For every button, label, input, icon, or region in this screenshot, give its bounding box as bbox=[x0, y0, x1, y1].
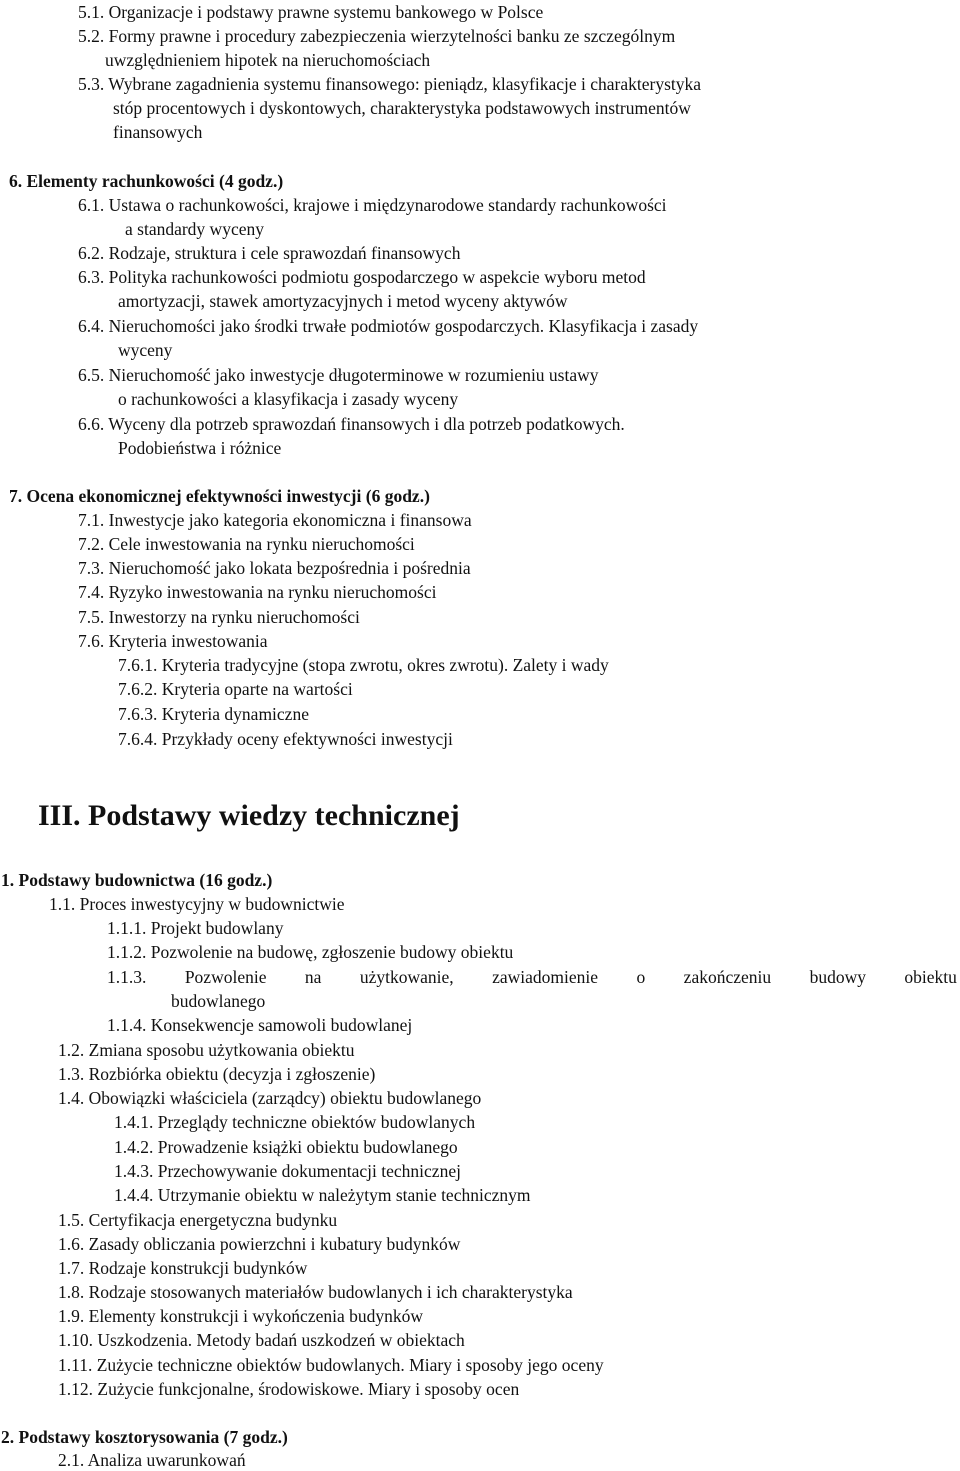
list-item: finansowych bbox=[113, 122, 203, 142]
list-item bbox=[107, 966, 957, 988]
list-item: 6.2. Rodzaje, struktura i cele sprawozdań finansowych bbox=[78, 243, 461, 263]
list-item: 1.4.4. Utrzymanie obiektu w należytym stanie technicznym bbox=[114, 1185, 531, 1205]
list-item: 7.6. Kryteria inwestowania bbox=[78, 631, 268, 651]
list-item: 6.4. Nieruchomości jako środki trwałe podmiotów gospodarczych. Klasyfikacja i zasady bbox=[78, 316, 699, 336]
list-item: 7.6.1. Kryteria tradycyjne (stopa zwrotu, okres zwrotu). Zalety i wady bbox=[118, 655, 609, 675]
list-item: 7.5. Inwestorzy na rynku nieruchomości bbox=[78, 607, 360, 627]
word: zawiadomienie bbox=[492, 967, 599, 987]
list-item: uwzględnieniem hipotek na nieruchomościach bbox=[105, 50, 431, 70]
list-item: 1.4.3. Przechowywanie dokumentacji technicznej bbox=[114, 1161, 461, 1181]
list-item: 7.3. Nieruchomość jako lokata bezpośrednia i pośrednia bbox=[78, 558, 471, 578]
list-item: 1.5. Certyfikacja energetyczna budynku bbox=[58, 1210, 338, 1230]
list-item: amortyzacji, stawek amortyzacyjnych i metod wyceny aktywów bbox=[118, 291, 568, 311]
list-item: budowlanego bbox=[171, 991, 266, 1011]
list-item: Podobieństwa i różnice bbox=[118, 438, 282, 458]
list-item: 7.1. Inwestycje jako kategoria ekonomiczna i finansowa bbox=[78, 510, 472, 530]
list-item: 1.4. Obowiązki właściciela (zarządcy) obiektu budowlanego bbox=[58, 1088, 482, 1108]
list-item: 1.9. Elementy konstrukcji i wykończenia budynków bbox=[58, 1306, 423, 1326]
list-item: 7.6.2. Kryteria oparte na wartości bbox=[118, 679, 353, 699]
list-item: 5.2. Formy prawne i procedury zabezpieczenia wierzytelności banku ze szczególnym bbox=[78, 26, 676, 46]
list-item: 1.8. Rodzaje stosowanych materiałów budowlanych i ich charakterystyka bbox=[58, 1282, 573, 1302]
list-item: 1.10. Uszkodzenia. Metody badań uszkodzeń w obiektach bbox=[58, 1330, 465, 1350]
list-item: stóp procentowych i dyskontowych, charakterystyka podstawowych instrumentów bbox=[113, 98, 691, 118]
list-item: 1.1.2. Pozwolenie na budowę, zgłoszenie budowy obiektu bbox=[107, 942, 514, 962]
part-title: III. Podstawy wiedzy technicznej bbox=[38, 799, 460, 832]
list-item: 1.1.4. Konsekwencje samowoli budowlanej bbox=[107, 1015, 413, 1035]
list-item: 6.3. Polityka rachunkowości podmiotu gospodarczego w aspekcie wyboru metod bbox=[78, 267, 646, 287]
list-item: 1.1.1. Projekt budowlany bbox=[107, 918, 284, 938]
list-item: 2.1. Analiza uwarunkowań bbox=[58, 1450, 246, 1470]
list-item: 7.6.4. Przykłady oceny efektywności inwestycji bbox=[118, 729, 453, 749]
list-item: 7.2. Cele inwestowania na rynku nieruchomości bbox=[78, 534, 415, 554]
list-item: 1.6. Zasady obliczania powierzchni i kubatury budynków bbox=[58, 1234, 461, 1254]
list-item: wyceny bbox=[118, 340, 173, 360]
list-item: a standardy wyceny bbox=[125, 219, 264, 239]
word: użytkowanie, bbox=[359, 967, 454, 987]
section-heading: 6. Elementy rachunkowości (4 godz.) bbox=[9, 171, 284, 191]
word: o bbox=[636, 967, 646, 987]
word: obiektu bbox=[904, 967, 957, 987]
section-heading: 1. Podstawy budownictwa (16 godz.) bbox=[1, 870, 273, 890]
word: budowy bbox=[809, 967, 866, 987]
section-heading: 2. Podstawy kosztorysowania (7 godz.) bbox=[1, 1427, 288, 1447]
word: na bbox=[304, 967, 322, 987]
list-item: 7.4. Ryzyko inwestowania na rynku nieruchomości bbox=[78, 582, 437, 602]
list-item: 5.3. Wybrane zagadnienia systemu finansowego: pieniądz, klasyfikacje i charakterystyka bbox=[78, 74, 702, 94]
list-item: 1.3. Rozbiórka obiektu (decyzja i zgłoszenie) bbox=[58, 1064, 376, 1084]
list-item: 1.7. Rodzaje konstrukcji budynków bbox=[58, 1258, 308, 1278]
list-item: 1.1. Proces inwestycyjny w budownictwie bbox=[49, 894, 345, 914]
list-item: 1.11. Zużycie techniczne obiektów budowlanych. Miary i sposoby jego oceny bbox=[58, 1355, 604, 1375]
list-item: 1.4.2. Prowadzenie książki obiektu budowlanego bbox=[114, 1137, 458, 1157]
list-item: 5.1. Organizacje i podstawy prawne systemu bankowego w Polsce bbox=[78, 2, 544, 22]
list-item: o rachunkowości a klasyfikacja i zasady wyceny bbox=[118, 389, 459, 409]
word: 1.1.3. bbox=[107, 967, 147, 987]
section-heading: 7. Ocena ekonomicznej efektywności inwestycji (6 godz.) bbox=[9, 486, 430, 506]
list-item: 6.1. Ustawa o rachunkowości, krajowe i międzynarodowe standardy rachunkowości bbox=[78, 195, 667, 215]
list-item: 7.6.3. Kryteria dynamiczne bbox=[118, 704, 309, 724]
word: Pozwolenie bbox=[184, 967, 267, 987]
list-item: 6.5. Nieruchomość jako inwestycje długoterminowe w rozumieniu ustawy bbox=[78, 365, 599, 385]
word: zakończeniu bbox=[683, 967, 772, 987]
list-item: 1.12. Zużycie funkcjonalne, środowiskowe. Miary i sposoby ocen bbox=[58, 1379, 520, 1399]
list-item: 6.6. Wyceny dla potrzeb sprawozdań finansowych i dla potrzeb podatkowych. bbox=[78, 414, 625, 434]
list-item: 1.2. Zmiana sposobu użytkowania obiektu bbox=[58, 1040, 355, 1060]
list-item: 1.4.1. Przeglądy techniczne obiektów budowlanych bbox=[114, 1112, 476, 1132]
